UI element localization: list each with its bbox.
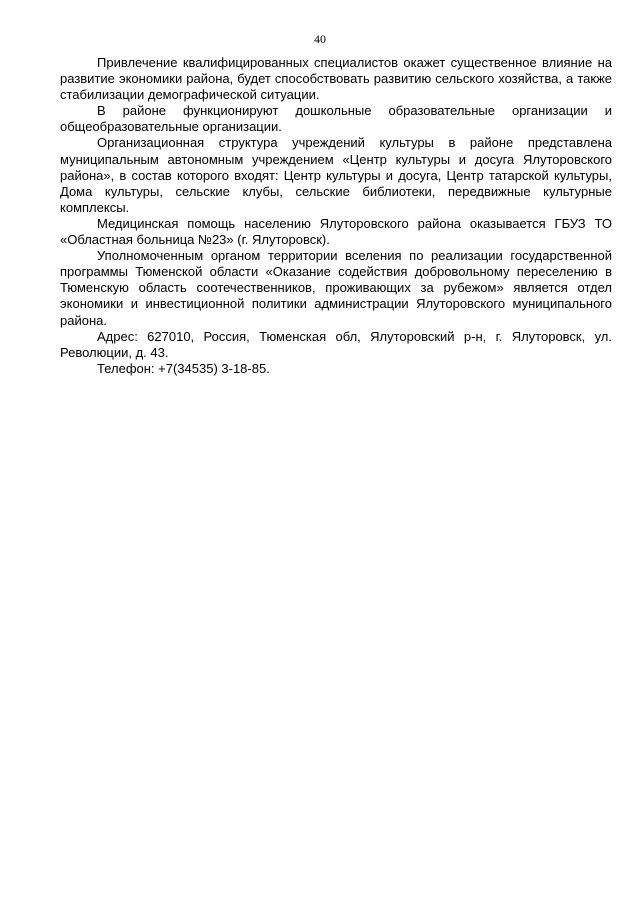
page-number: 40 xyxy=(314,32,326,46)
paragraph-authority: Уполномоченным органом территории вселения по реализации государственной программы Тюменской области «Оказание содействия добровольному переселению в Тюменскую область соотечественников, проживающих за рубежом» является отдел экономики и инвестиционной политики администрации Ялуторовского муниципального района. xyxy=(60,248,612,328)
document-body xyxy=(60,55,612,377)
paragraph-education: В районе функционируют дошкольные образовательные организации и общеобразовательные организации. xyxy=(60,103,612,135)
paragraph-phone: Телефон: +7(34535) 3-18-85. xyxy=(97,360,270,376)
paragraph-specialists: Привлечение квалифицированных специалистов окажет существенное влияние на развитие экономики района, будет способствовать развитию сельского хозяйства, а также стабилизации демографической ситуации. xyxy=(60,55,612,103)
paragraph-medical: Медицинская помощь населению Ялуторовского района оказывается ГБУЗ ТО «Областная больница №23» (г. Ялуторовск). xyxy=(60,215,612,248)
paragraph-address: Адрес: 627010, Россия, Тюменская обл, Ялуторовский р-н, г. Ялуторовск, ул. Революции, д. 43. xyxy=(60,328,612,360)
paragraph-culture: Организационная структура учреждений культуры в районе представлена муниципальным автономным учреждением «Центр культуры и досуга Ялуторовского района», в состав которого входят: Центр культуры и досуга, Центр татарской культуры, Дома культуры, сельские клубы, сельские библиотеки, передвижные культурные комплексы. xyxy=(60,135,612,215)
